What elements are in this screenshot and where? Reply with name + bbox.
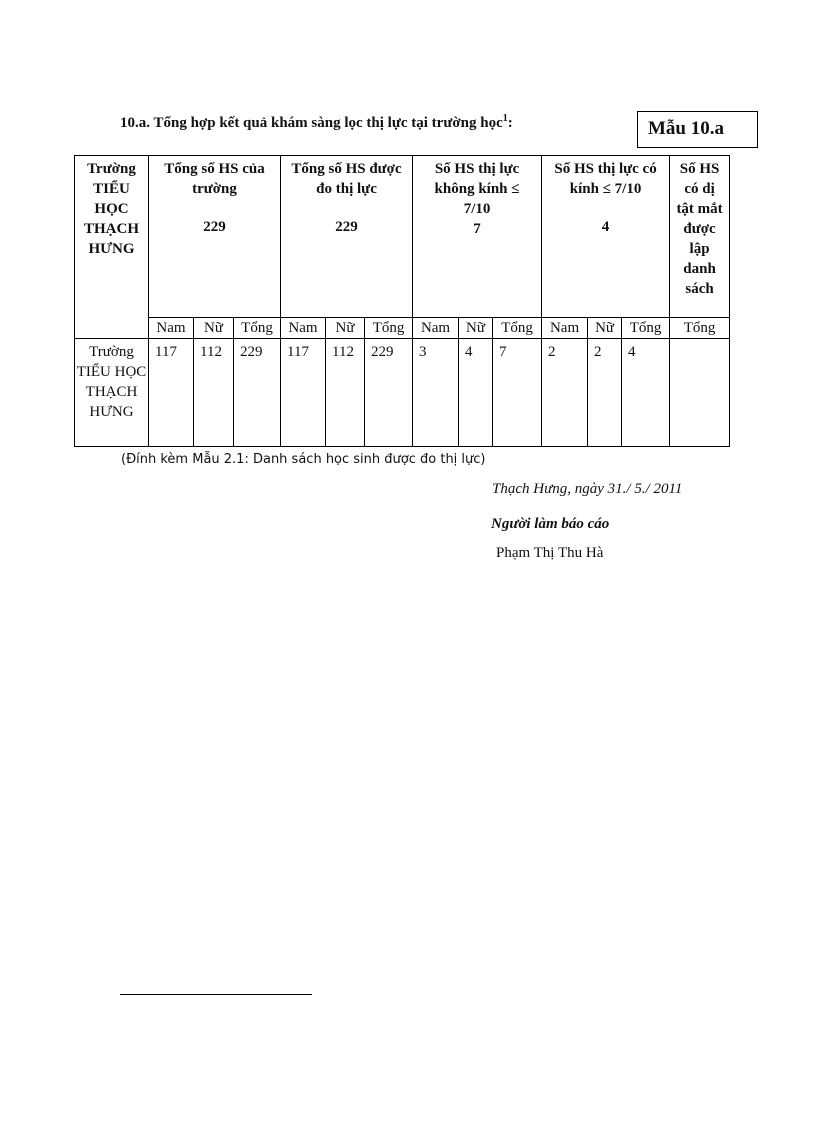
subheader-cell: Nam xyxy=(413,318,459,339)
table-cell: 117 xyxy=(149,339,194,447)
table-cell: 7 xyxy=(493,339,542,447)
subheader-cell: Nam xyxy=(542,318,588,339)
table-cell: 2 xyxy=(542,339,588,447)
subheader-cell: Tổng xyxy=(365,318,413,339)
subheader-row xyxy=(75,318,730,339)
table-cell: 112 xyxy=(194,339,234,447)
subheader-cell: Tổng xyxy=(670,318,730,339)
table-cell: 4 xyxy=(459,339,493,447)
tested-students-label: Tổng số HS được đo thị lực xyxy=(291,161,402,197)
with-glasses-header xyxy=(542,156,670,318)
table-cell: 117 xyxy=(281,339,326,447)
table-cell: 112 xyxy=(326,339,365,447)
subheader-cell: Nữ xyxy=(326,318,365,339)
table-cell: 2 xyxy=(588,339,622,447)
table-row xyxy=(75,339,730,447)
total-students-header xyxy=(149,156,281,318)
header-row xyxy=(75,156,730,318)
table-cell: 3 xyxy=(413,339,459,447)
date-line: Thạch Hưng, ngày 31./ 5./ 2011 xyxy=(492,481,683,497)
subheader-cell: Nam xyxy=(149,318,194,339)
eye-defects-label: Số HS có dị tật mắt được lập danh sách xyxy=(676,161,723,297)
report-title xyxy=(120,113,513,132)
footnote-mark: 1 xyxy=(502,113,508,124)
with-glasses-label: Số HS thị lực có kính ≤ 7/10 xyxy=(554,161,657,197)
tested-students-value: 229 xyxy=(335,219,358,235)
no-glasses-value: 7 xyxy=(473,221,481,237)
signature-title: Người làm báo cáo xyxy=(491,516,610,532)
attachment-note: (Đính kèm Mẫu 2.1: Danh sách học sinh được đo thị lực) xyxy=(121,452,486,467)
form-label: Mẫu 10.a xyxy=(648,118,724,139)
vision-screening-table xyxy=(74,155,730,447)
form-label-box xyxy=(637,111,758,148)
no-glasses-label: Số HS thị lực không kính ≤ 7/10 xyxy=(434,161,520,217)
subheader-cell: Nữ xyxy=(459,318,493,339)
subheader-cell: Nữ xyxy=(194,318,234,339)
subheader-cell: Tổng xyxy=(493,318,542,339)
total-students-label: Tổng số HS của trường xyxy=(164,161,265,197)
table-cell: 229 xyxy=(365,339,413,447)
school-column-label: Trường TIỂU HỌC THẠCH HƯNG xyxy=(83,161,139,257)
tested-students-header xyxy=(281,156,413,318)
total-students-value: 229 xyxy=(203,219,226,235)
school-column-header xyxy=(75,156,149,339)
subheader-cell: Tổng xyxy=(234,318,281,339)
subheader-cell: Tổng xyxy=(622,318,670,339)
table-cell: 229 xyxy=(234,339,281,447)
no-glasses-header xyxy=(413,156,542,318)
table-cell: 4 xyxy=(622,339,670,447)
eye-defects-header xyxy=(670,156,730,318)
table-cell xyxy=(670,339,730,447)
subheader-cell: Nam xyxy=(281,318,326,339)
subheader-cell: Nữ xyxy=(588,318,622,339)
footnote-separator xyxy=(120,994,312,995)
with-glasses-value: 4 xyxy=(601,219,610,235)
report-title-text: 10.a. Tổng hợp kết quả khám sàng lọc thị lực tại trường học xyxy=(120,115,503,131)
title-suffix: : xyxy=(507,115,513,131)
signature-name: Phạm Thị Thu Hà xyxy=(496,545,604,561)
row-school-name: Trường TIỂU HỌC THẠCH HƯNG xyxy=(75,339,149,447)
